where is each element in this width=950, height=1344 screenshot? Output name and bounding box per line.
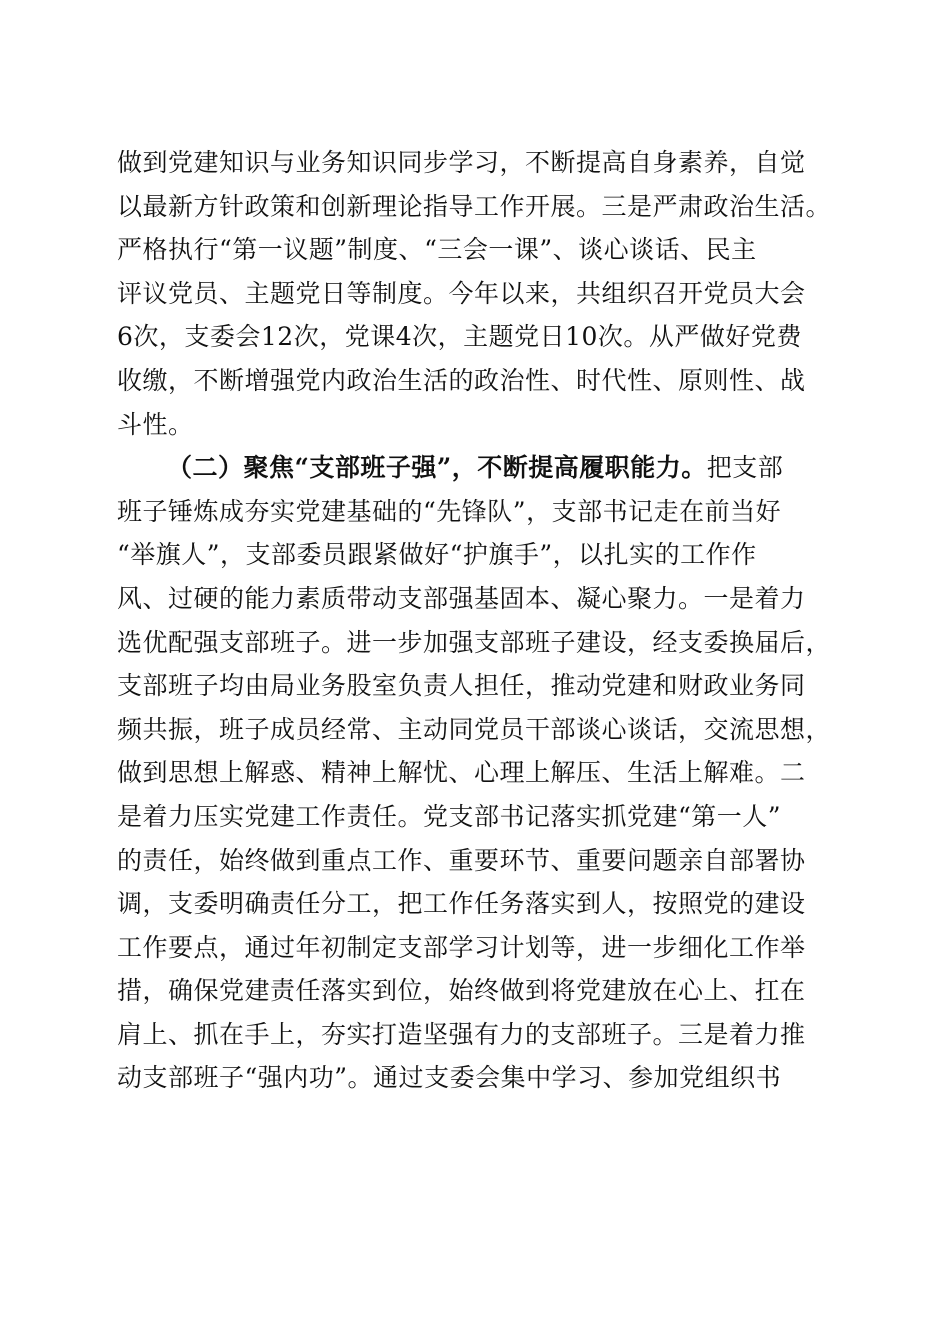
text-line: 动支部班子“强内功”。通过支委会集中学习、参加党组织书 bbox=[117, 1063, 782, 1093]
text-line: 频共振，班子成员经常、主动同党员干部谈心谈话，交流思想， bbox=[117, 714, 832, 744]
text-line: 做到思想上解惑、精神上解忧、心理上解压、生活上解难。二 bbox=[117, 758, 806, 788]
text-line: 是着力压实党建工作责任。党支部书记落实抓党建“第一人” bbox=[117, 801, 782, 831]
text-line: 工作要点，通过年初制定支部学习计划等，进一步细化工作举 bbox=[117, 932, 806, 962]
text-line: 的责任，始终做到重点工作、重要环节、重要问题亲自部署协 bbox=[117, 845, 806, 875]
section-heading: （二）聚焦“支部班子强”，不断提高履职能力。 bbox=[167, 453, 707, 483]
text-line: 6次，支委会12次，党课4次，主题党日10次。从严做好党费 bbox=[117, 322, 802, 352]
text-line: 斗性。 bbox=[117, 409, 194, 439]
text-line: 做到党建知识与业务知识同步学习，不断提高自身素养，自觉 bbox=[117, 148, 806, 177]
text-line: “举旗人”，支部委员跟紧做好“护旗手”，以扎实的工作作 bbox=[117, 540, 757, 570]
text-line: 以最新方针政策和创新理论指导工作开展。三是严肃政治生活。 bbox=[117, 191, 832, 221]
text-line: 措，确保党建责任落实到位，始终做到将党建放在心上、扛在 bbox=[117, 976, 806, 1006]
text-line: 肩上、抓在手上，夯实打造坚强有力的支部班子。三是着力推 bbox=[117, 1019, 806, 1049]
text-line: 班子锤炼成夯实党建基础的“先锋队”，支部书记走在前当好 bbox=[117, 496, 782, 526]
text-line: 收缴，不断增强党内政治生活的政治性、时代性、原则性、战 bbox=[117, 365, 806, 395]
body-text bbox=[117, 141, 837, 1100]
text-line: 风、过硬的能力素质带动支部强基固本、凝心聚力。一是着力 bbox=[117, 583, 806, 613]
text-line: 严格执行“第一议题”制度、“三会一课”、谈心谈话、民主 bbox=[117, 235, 757, 265]
text-line: 选优配强支部班子。进一步加强支部班子建设，经支委换届后， bbox=[117, 627, 832, 657]
text-line: 调，支委明确责任分工，把工作任务落实到人，按照党的建设 bbox=[117, 889, 806, 919]
paragraph-1 bbox=[117, 141, 837, 446]
section-heading-line bbox=[117, 446, 837, 490]
text-line: 评议党员、主题党日等制度。今年以来，共组织召开党员大会 bbox=[117, 278, 806, 308]
text-line: 支部班子均由局业务股室负责人担任，推动党建和财政业务同 bbox=[117, 671, 806, 701]
paragraph-2 bbox=[117, 446, 837, 1100]
heading-line-rest: 把支部 bbox=[706, 453, 784, 483]
